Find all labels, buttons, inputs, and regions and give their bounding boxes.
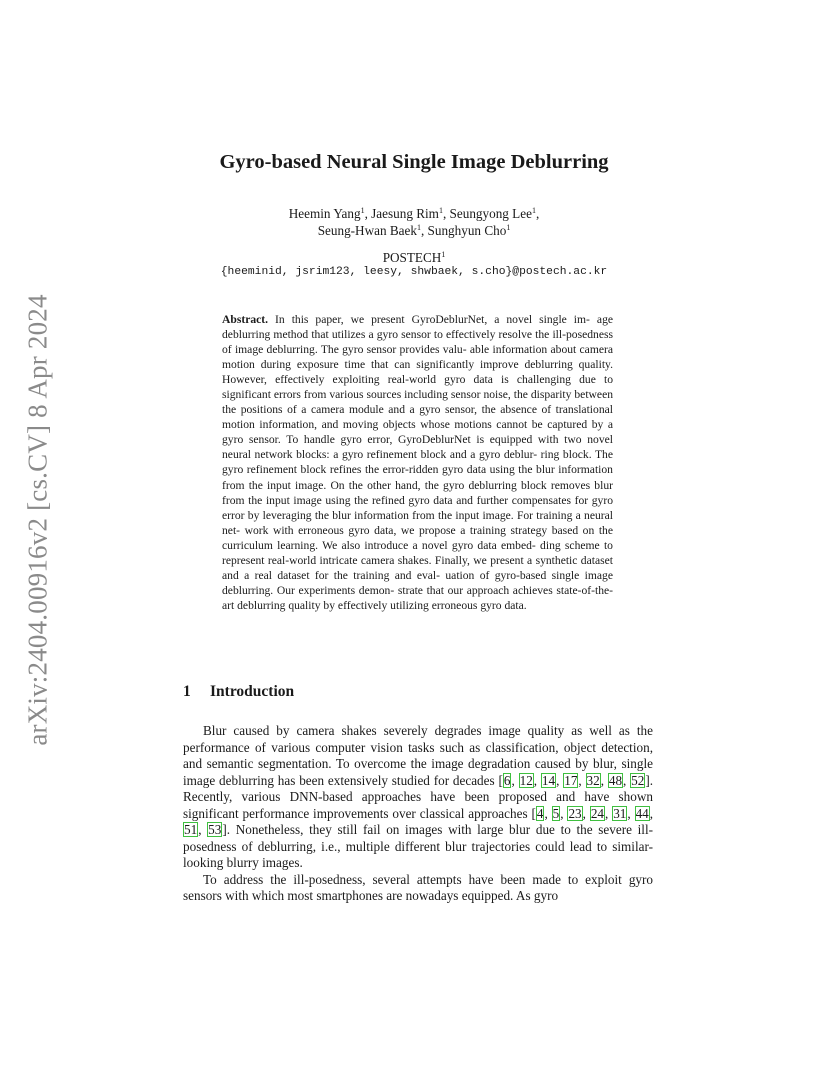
abstract-line: age deblurring method that utilizes a gyro sensor to effectively resolve — [222, 313, 614, 342]
abstract-line: significantly improve deblurring quality. However, effectively exploiting — [222, 358, 613, 387]
paragraph-text: Blur caused by camera shakes severely degrades image quality as well as the performance of various computer vision tasks such as classification, object detection, and semantic segmentation. To overcome the image degradation caused by blur, single image deblurring has been extensively studied for decades — [183, 723, 653, 788]
abstract-line: uation of gyro-based single image deblurring. Our experiments demon- — [222, 568, 613, 597]
author-name: Seungyong Lee — [449, 206, 532, 221]
citation-link[interactable]: 14 — [541, 772, 556, 788]
section-number: 1 — [183, 683, 191, 700]
abstract-line: real-world gyro data is challenging due to significant errors from various — [222, 373, 614, 402]
abstract-line: work with erroneous gyro data, we propose a training strategy based on — [244, 523, 595, 537]
paragraph: Blur caused by camera shakes severely degrades image quality as well as the performance of various computer vision tasks such as classification, object detection, and semantic segmentation. To overcome the image degradation caused by blur, single image deblurring has been extensively studied for decades [6, 12, 14, 17, 32, 48, 52]. Recently, various DNN-based approaches have been proposed and have shown significant performance improvements over classical approaches [4, 5, 23, 24, 31, 44, 51, 53]. Nonetheless, they still fail on images with large blur due to the severe ill-posedness of deblurring, i.e., multiple different blur trajectories could lead to similar-looking blurry images. — [183, 723, 654, 870]
paragraph-text: . Recently, various DNN-based approaches have been proposed and have shown significant performance improvements over classical approaches — [183, 772, 654, 821]
abstract-line: strate that our approach achieves state-of-the-art deblurring quality by — [222, 583, 613, 612]
abstract-line: novel neural network blocks: a gyro refinement block and a gyro deblur- — [222, 433, 613, 462]
abstract-line: information, and moving objects whose motions cannot be captured by a — [259, 418, 613, 432]
author-line-1: Heemin Yang$^1$, Jaesung Rim$^1$, Seungyong Lee$^1$, — [288, 206, 540, 221]
citation-link[interactable]: 23 — [568, 805, 582, 821]
author-affiliation-mark: 1 — [506, 223, 511, 232]
section-heading — [183, 683, 294, 701]
abstract-line: refined gyro data and further compensates for gyro error by leveraging — [222, 493, 614, 522]
intro-body — [183, 723, 653, 905]
citation-link[interactable]: 52 — [631, 772, 645, 788]
affiliation-name: POSTECH — [382, 250, 442, 265]
author-name: Jaesung Rim — [371, 206, 439, 221]
citation-link[interactable]: 31 — [613, 805, 627, 821]
paragraph-text: . Nonetheless, they still fail on images with large blur due to the severe ill-posedness of deblurring, i.e., multiple different blur trajectories could lead to similar-looking blurry images. — [183, 822, 654, 870]
citation-link[interactable]: 4 — [536, 805, 544, 821]
abstract-line: the curriculum learning. We also introduce a novel gyro data embed- — [222, 523, 613, 552]
author-emails: {heeminid, jsrim123, leesy, shwbaek, s.cho}@postech.ac.kr — [220, 266, 608, 278]
author-name: Sunghyun Cho — [427, 223, 507, 238]
citation-link[interactable]: 44 — [635, 805, 649, 821]
paper-title: Gyro-based Neural Single Image Deblurring — [219, 151, 609, 173]
author-affiliation-mark: 1 — [438, 206, 443, 215]
affiliation-mark: 1 — [441, 250, 446, 259]
author-affiliation-mark: 1 — [360, 206, 365, 215]
author-name: Heemin Yang — [288, 206, 361, 221]
author-affiliation-mark: 1 — [531, 206, 536, 215]
abstract-line: ding scheme to represent real-world intricate camera shakes. Finally, we — [222, 538, 613, 567]
abstract-line: gyro sensor. To handle gyro error, GyroDeblurNet is equipped with two — [222, 433, 582, 447]
arxiv-identifier — [18, 290, 58, 750]
citation-link[interactable]: 51 — [184, 822, 198, 837]
arxiv-identifier-text: arXiv:2404.00916v2 [cs.CV] 8 Apr 2024 — [22, 294, 53, 746]
abstract-line: the blur information from the input image. For training a neural net- — [222, 508, 613, 537]
author-affiliation-mark: 1 — [416, 223, 421, 232]
abstract-line: ring block. The gyro refinement block refines the error-ridden gyro data — [222, 448, 613, 477]
section-title: Introduction — [210, 683, 295, 700]
abstract-line: sources including sensor noise, the disparity between the positions of a — [222, 388, 614, 417]
citation-link[interactable]: 17 — [564, 772, 578, 788]
paragraph: To address the ill-posedness, several attempts have been made to exploit gyro sensors with which most smartphones are nowadays equipped. As gyro — [183, 871, 653, 903]
abstract-line: camera module and a gyro sensor, the absence of translational motion — [222, 403, 613, 432]
author-name: Seung-Hwan Baek — [317, 223, 417, 238]
abstract-line: the ill-posedness of image deblurring. The gyro sensor provides valu- — [222, 328, 613, 357]
abstract-line: In this paper, we present GyroDeblurNet, a novel single im- — [275, 313, 590, 326]
abstract-label: Abstract. — [222, 313, 269, 326]
abstract-line: effectively utilizing erroneous gyro data. — [337, 598, 527, 612]
citation-link[interactable]: 53 — [208, 822, 222, 837]
abstract-line: the gyro deblurring block removes blur from the input image using the — [222, 478, 613, 507]
citation-link[interactable]: 12 — [519, 772, 533, 788]
affiliation — [0, 250, 828, 266]
abstract-line: present a synthetic dataset and a real dataset for the training and eval- — [222, 553, 613, 582]
citation-link[interactable]: 6 — [503, 772, 511, 788]
abstract-line: able information about camera motion during exposure time that can — [222, 343, 614, 372]
citation-link[interactable]: 24 — [590, 805, 604, 821]
author-list — [0, 205, 828, 239]
abstract — [222, 312, 613, 613]
author-line-2: Seung-Hwan Baek$^1$, Sunghyun Cho$^1$ — [317, 223, 511, 238]
citation-link[interactable]: 32 — [586, 772, 600, 788]
abstract-line: using the blur information from the input image. On the other hand, — [222, 463, 613, 492]
citation-link[interactable]: 5 — [552, 805, 560, 821]
citation-link[interactable]: 48 — [608, 772, 623, 788]
